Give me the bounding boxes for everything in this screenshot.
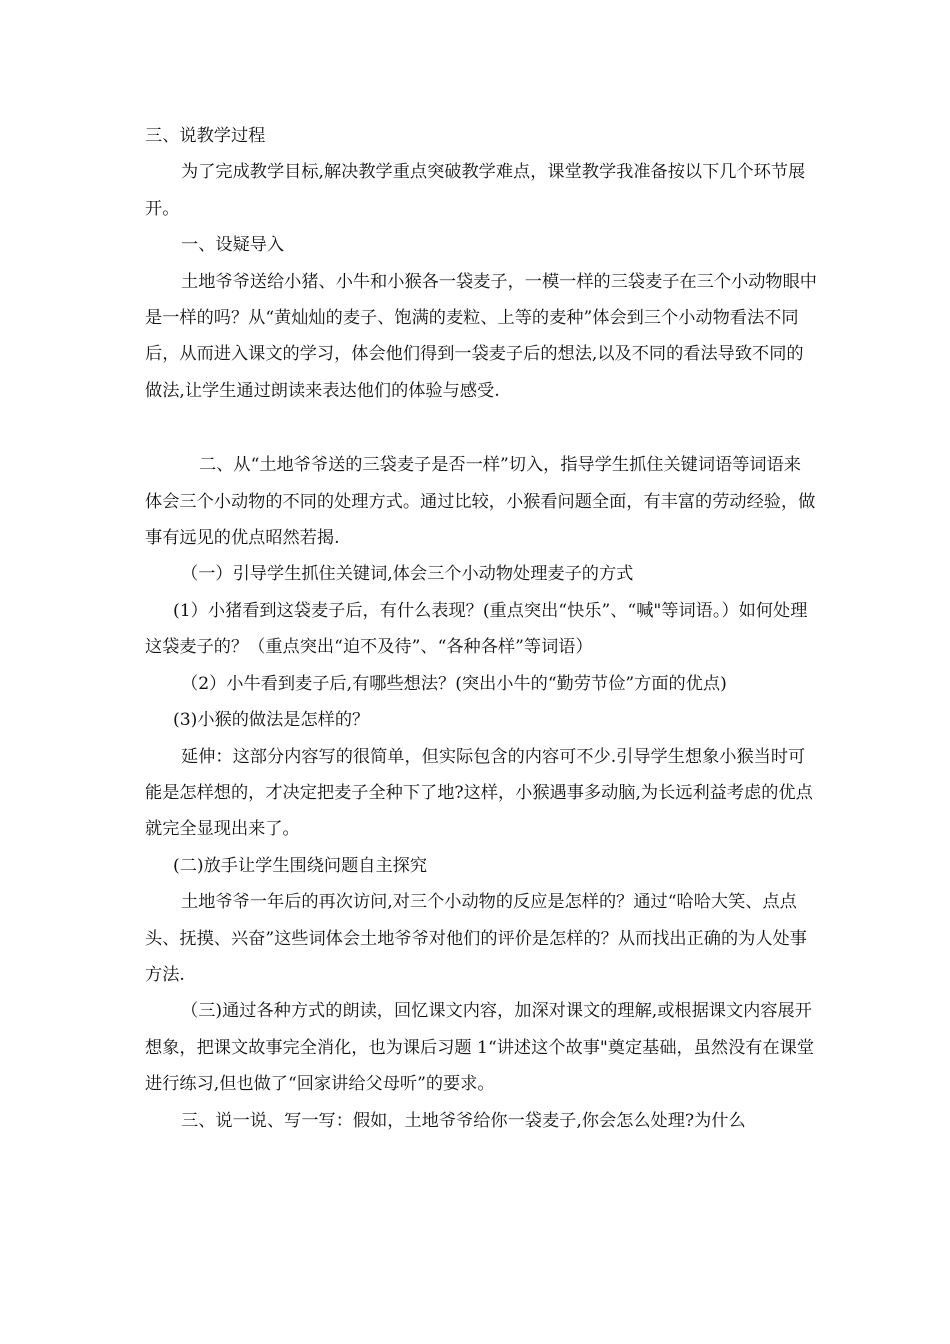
blank-line bbox=[145, 409, 817, 447]
paragraph-extension: 延伸：这部分内容写的很简单，但实际包含的内容可不少.引导学生想象小猴当时可能是怎样想的，才决定把麦子全种下了地?这样，小猴遇事多动脑,为长远利益考虑的优点就完全显现出来了。 bbox=[145, 746, 813, 840]
paragraph-grandpa-visit: 土地爷爷一年后的再次访问,对三个小动物的反应是怎样的？通过“哈哈大笑、点点头、抚摸、兴奋”这些词体会土地爷爷对他们的评价是怎样的？从而找出正确的为人处事方法. bbox=[145, 892, 807, 985]
subheading-part-two: (二)放手让学生围绕问题自主探究 bbox=[173, 855, 428, 876]
heading-step-one: 一、设疑导入 bbox=[181, 235, 285, 256]
document-body bbox=[145, 118, 817, 1139]
subheading-part-one: （一）引导学生抓住关键词,体会三个小动物处理麦子的方式 bbox=[181, 564, 634, 585]
paragraph-step-one: 土地爷爷送给小猪、小牛和小猴各一袋麦子，一模一样的三袋麦子在三个小动物眼中是一样的吗？从“黄灿灿的麦子、饱满的麦粒、上等的麦种”体会到三个小动物看法不同后，从而进入课文的学习，体会他们得到一袋麦子后的想法,以及不同的看法导致不同的做法,让学生通过朗读来表达他们的体验与感受. bbox=[145, 271, 817, 401]
paragraph-monkey: (3)小猴的做法是怎样的？ bbox=[173, 710, 370, 731]
paragraph-step-two: 二、从“土地爷爷送的三袋麦子是否一样”切入，指导学生抓住关键词语等词语来体会三个小动物的不同的处理方式。通过比较，小猴看问题全面，有丰富的劳动经验，做事有远见的优点昭然若揭. bbox=[145, 455, 816, 549]
paragraph-pig: (1）小猪看到这袋麦子后，有什么表现？(重点突出“快乐”、“喊"等词语。）如何处理这袋麦子的？（重点突出“迫不及待”、“各种各样”等词语） bbox=[145, 600, 808, 658]
paragraph-intro: 为了完成教学目标,解决教学重点突破教学难点，课堂教学我准备按以下几个环节展开。 bbox=[145, 162, 806, 219]
paragraph-part-three: （三)通过各种方式的朗读，回忆课文内容，加深对课文的理解,或根据课文内容展开想象，把课文故事完全消化，也为课后习题 1“讲述这个故事"奠定基础，虽然没有在课堂进行练习,但也做了“回家讲给父母听”的要求。 bbox=[145, 1001, 815, 1095]
paragraph-step-three: 三、说一说、写一写：假如，土地爷爷给你一袋麦子,你会怎么处理?为什么 bbox=[181, 1110, 746, 1131]
section-heading-teaching-process: 三、说教学过程 bbox=[145, 126, 266, 146]
paragraph-ox: （2）小牛看到麦子后,有哪些想法？(突出小牛的“勤劳节俭”方面的优点) bbox=[181, 673, 727, 694]
